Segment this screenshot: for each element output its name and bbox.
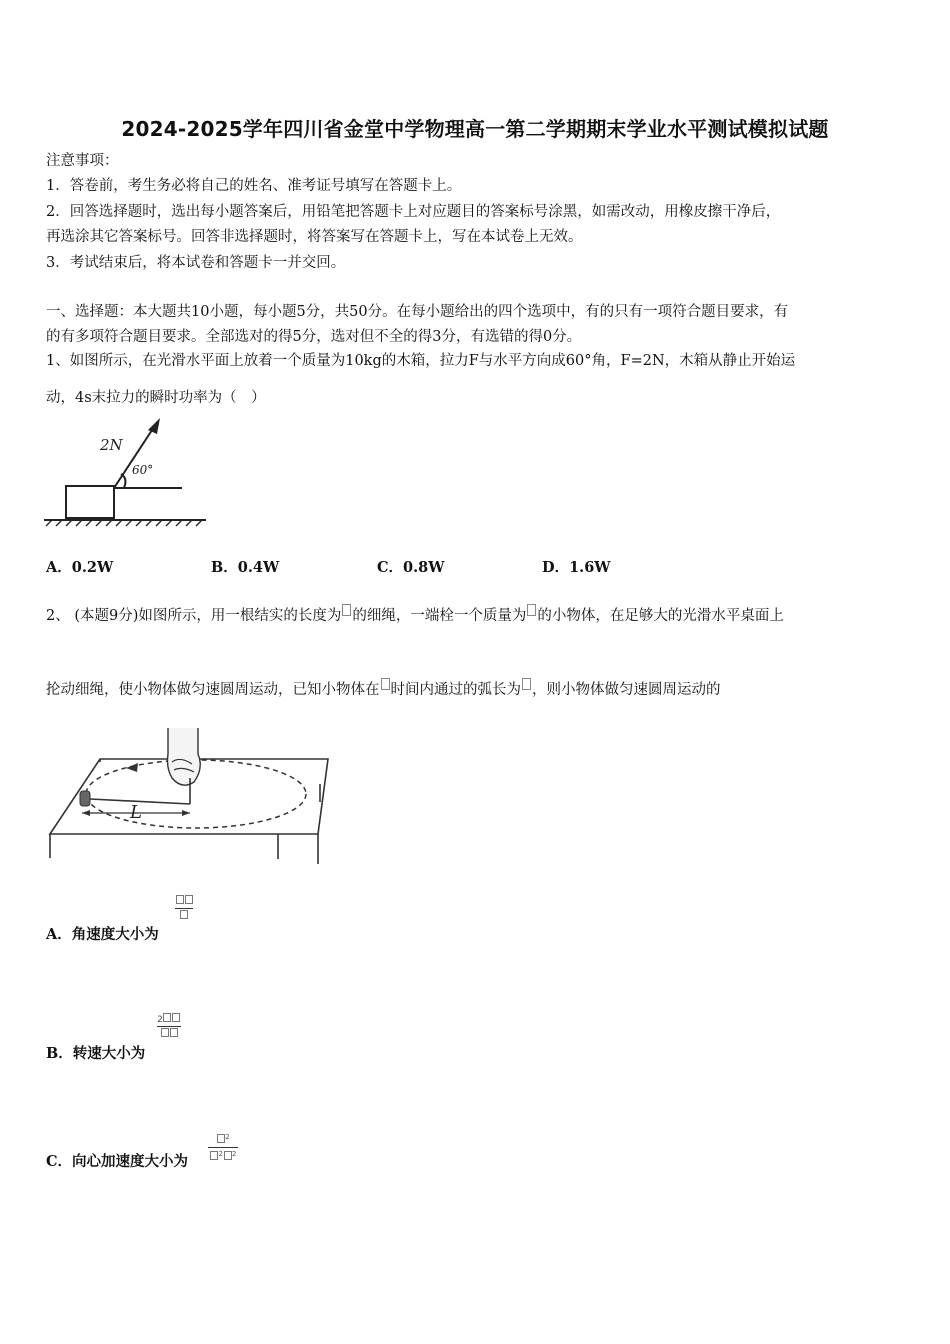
question-2-line-2 xyxy=(46,678,721,700)
question-2-line-1 xyxy=(46,604,784,626)
option-c: C．0.8W xyxy=(377,559,445,576)
q2-text: 的小物体，在足够大的光滑水平桌面上 xyxy=(537,608,784,624)
fraction-c-den-exp: 2 xyxy=(218,1150,223,1158)
formula-placeholder xyxy=(342,604,351,616)
option-b: B．0.4W xyxy=(211,559,280,576)
question-1-text: 1、如图所示，在光滑水平面上放着一个质量为10kg的木箱，拉力F与水平方向成60°角，F=2N，木箱从静止开始运 xyxy=(46,353,796,369)
notice-heading: 注意事项： xyxy=(46,153,119,169)
section-instructions: 一、选择题：本大题共10小题，每小题5分，共50分。在每小题给出的四个选项中，有的只有一项符合题目要求，有 xyxy=(46,304,789,320)
q2-option-b: B．转速大小为 xyxy=(46,1045,146,1062)
q2-text: 抡动细绳，使小物体做匀速圆周运动，已知小物体在 xyxy=(46,682,380,698)
fraction-c xyxy=(208,1132,238,1163)
formula-placeholder xyxy=(522,678,531,690)
page-title: 2024-2025学年四川省金堂中学物理高一第二学期期末学业水平测试模拟试题 xyxy=(121,117,829,141)
section-instructions: 的有多项符合题目要求。全部选对的得5分，选对但不全的得3分，有选错的得0分。 xyxy=(46,329,582,345)
formula-placeholder xyxy=(527,604,536,616)
fraction-b-num: 2 xyxy=(157,1015,163,1025)
notice-item: 再选涂其它答案标号。回答非选择题时，将答案写在答题卡上，写在本试卷上无效。 xyxy=(46,229,583,245)
box-force-figure xyxy=(44,416,210,528)
length-label: L xyxy=(130,802,142,823)
q2-text: 的细绳，一端栓一个质量为 xyxy=(352,608,527,624)
force-label: 2N xyxy=(100,436,123,454)
option-a: A．0.2W xyxy=(46,559,114,576)
q2-option-c: C．向心加速度大小为 xyxy=(46,1153,189,1170)
notice-item: 2．回答选择题时，选出每小题答案后，用铅笔把答题卡上对应题目的答案标号涂黑，如需改动，用橡皮擦干净后， xyxy=(46,204,781,220)
q2-text: 时间内通过的弧长为 xyxy=(390,682,521,698)
q2-text: ，则小物体做匀速圆周运动的 xyxy=(532,682,721,698)
formula-placeholder xyxy=(381,678,390,690)
angle-label: 60° xyxy=(132,463,154,477)
q2-text: 2、 (本题9分)如图所示，用一根结实的长度为 xyxy=(46,608,342,624)
question-1-text: 动，4s末拉力的瞬时功率为（ ） xyxy=(46,390,266,406)
fraction-b xyxy=(157,1013,181,1040)
fraction-c-num-exp: 2 xyxy=(225,1133,230,1141)
notice-item: 3．考试结束后，将本试卷和答题卡一并交回。 xyxy=(46,255,346,271)
circular-motion-figure xyxy=(44,724,332,866)
q2-option-a: A．角速度大小为 xyxy=(46,926,159,943)
notice-item: 1．答卷前，考生务必将自己的姓名、准考证号填写在答题卡上。 xyxy=(46,178,462,194)
fraction-a xyxy=(175,895,193,922)
option-d: D．1.6W xyxy=(542,559,611,576)
fraction-c-den-exp: 2 xyxy=(232,1150,237,1158)
